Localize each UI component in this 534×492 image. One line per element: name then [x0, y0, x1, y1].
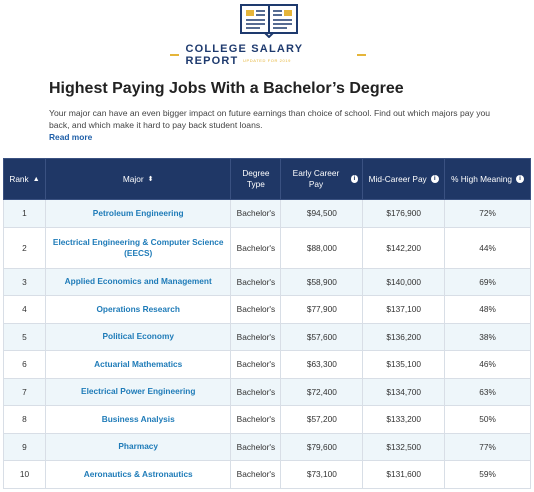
- major-link[interactable]: Petroleum Engineering: [92, 207, 184, 218]
- mid-career-pay-cell: $176,900: [363, 200, 445, 228]
- table-header-row: [4, 159, 531, 200]
- high-meaning-cell: 48%: [445, 296, 531, 324]
- column-header-early-career-pay[interactable]: [281, 159, 363, 200]
- early-career-pay-cell: $79,600: [281, 433, 363, 461]
- sort-asc-icon: ▲: [32, 175, 40, 183]
- major-cell: [45, 406, 230, 434]
- open-book-icon: [240, 4, 298, 38]
- mid-career-pay-cell: $132,500: [363, 433, 445, 461]
- high-meaning-cell: 38%: [445, 323, 531, 351]
- mid-career-pay-cell: $135,100: [363, 351, 445, 379]
- degree-type-cell: Bachelor's: [231, 296, 281, 324]
- table-row: [4, 323, 531, 351]
- column-header-rank[interactable]: [4, 159, 46, 200]
- table-row: [4, 268, 531, 296]
- major-cell: [45, 200, 230, 228]
- major-link[interactable]: Pharmacy: [118, 441, 159, 452]
- early-career-pay-cell: $77,900: [281, 296, 363, 324]
- table-row: [4, 378, 531, 406]
- major-cell: [45, 227, 230, 268]
- rank-cell: 6: [4, 351, 46, 379]
- rank-cell: 4: [4, 296, 46, 324]
- table-row: [4, 406, 531, 434]
- major-link[interactable]: Political Economy: [102, 331, 174, 342]
- early-career-pay-cell: $57,600: [281, 323, 363, 351]
- rank-cell: 2: [4, 227, 46, 268]
- column-header-mid-career-pay[interactable]: [363, 159, 445, 200]
- info-icon[interactable]: i: [431, 175, 439, 183]
- table-row: [4, 227, 531, 268]
- table-row: [4, 351, 531, 379]
- high-meaning-cell: 46%: [445, 351, 531, 379]
- high-meaning-cell: 72%: [445, 200, 531, 228]
- high-meaning-cell: 69%: [445, 268, 531, 296]
- rank-cell: 5: [4, 323, 46, 351]
- mid-career-pay-cell: $134,700: [363, 378, 445, 406]
- major-cell: [45, 351, 230, 379]
- degree-type-cell: Bachelor's: [231, 406, 281, 434]
- early-career-pay-cell: $63,300: [281, 351, 363, 379]
- high-meaning-cell: 44%: [445, 227, 531, 268]
- early-career-pay-cell: $94,500: [281, 200, 363, 228]
- table-row: [4, 296, 531, 324]
- major-cell: [45, 268, 230, 296]
- column-header-degree-type: [231, 159, 281, 200]
- report-title-text: COLLEGE SALARY REPORT: [185, 43, 304, 67]
- info-icon[interactable]: i: [516, 175, 524, 183]
- rank-cell: 10: [4, 461, 46, 489]
- table-row: [4, 200, 531, 228]
- degree-type-cell: Bachelor's: [231, 323, 281, 351]
- early-pay-header-label: Early Career Pay: [292, 168, 340, 189]
- mid-career-pay-cell: $133,200: [363, 406, 445, 434]
- mid-career-pay-cell: $137,100: [363, 296, 445, 324]
- title-dash-right: [357, 54, 366, 56]
- major-cell: [45, 296, 230, 324]
- intro-text: Your major can have an even bigger impact on future earnings than choice of school. Find out which majors pay you back, and which make it hard to pay back student loans.: [49, 108, 491, 130]
- degree-type-cell: Bachelor's: [231, 461, 281, 489]
- column-header-major[interactable]: [45, 159, 230, 200]
- meaning-header-label: % High Meaning: [451, 173, 512, 184]
- rank-cell: 3: [4, 268, 46, 296]
- mid-career-pay-cell: $140,000: [363, 268, 445, 296]
- early-career-pay-cell: $73,100: [281, 461, 363, 489]
- major-cell: [45, 323, 230, 351]
- degree-type-cell: Bachelor's: [231, 268, 281, 296]
- degree-type-cell: Bachelor's: [231, 227, 281, 268]
- read-more-link[interactable]: Read more: [49, 132, 93, 142]
- major-link[interactable]: Actuarial Mathematics: [94, 358, 183, 369]
- info-icon[interactable]: i: [351, 175, 359, 183]
- major-cell: [45, 461, 230, 489]
- degree-type-cell: Bachelor's: [231, 200, 281, 228]
- rank-cell: 7: [4, 378, 46, 406]
- mid-career-pay-cell: $136,200: [363, 323, 445, 351]
- salary-table: [3, 158, 531, 489]
- rank-header-label: Rank: [9, 173, 29, 184]
- mid-career-pay-cell: $142,200: [363, 227, 445, 268]
- major-cell: [45, 433, 230, 461]
- degree-header-label: Degree Type: [242, 168, 270, 189]
- high-meaning-cell: 50%: [445, 406, 531, 434]
- rank-cell: 1: [4, 200, 46, 228]
- early-career-pay-cell: $72,400: [281, 378, 363, 406]
- rank-cell: 9: [4, 433, 46, 461]
- table-row: [4, 433, 531, 461]
- high-meaning-cell: 63%: [445, 378, 531, 406]
- page-title: Highest Paying Jobs With a Bachelor’s Degree: [49, 80, 404, 97]
- rank-cell: 8: [4, 406, 46, 434]
- degree-type-cell: Bachelor's: [231, 378, 281, 406]
- mid-pay-header-label: Mid-Career Pay: [368, 173, 427, 184]
- major-link[interactable]: Electrical Power Engineering: [81, 386, 196, 397]
- high-meaning-cell: 77%: [445, 433, 531, 461]
- early-career-pay-cell: $88,000: [281, 227, 363, 268]
- major-cell: [45, 378, 230, 406]
- title-dash-left: [170, 54, 179, 56]
- major-link[interactable]: Applied Economics and Management: [64, 276, 212, 287]
- report-title: [170, 43, 366, 67]
- major-link[interactable]: Aeronautics & Astronautics: [83, 468, 193, 479]
- mid-career-pay-cell: $131,600: [363, 461, 445, 489]
- major-link[interactable]: Business Analysis: [101, 413, 175, 424]
- major-link[interactable]: Operations Research: [96, 303, 180, 314]
- high-meaning-cell: 59%: [445, 461, 531, 489]
- degree-type-cell: Bachelor's: [231, 351, 281, 379]
- major-header-label: Major: [122, 173, 144, 184]
- sort-icon: ⬍: [147, 175, 154, 183]
- major-link[interactable]: Electrical Engineering & Computer Science (EECS): [52, 236, 224, 258]
- degree-type-cell: Bachelor's: [231, 433, 281, 461]
- early-career-pay-cell: $58,900: [281, 268, 363, 296]
- table-row: [4, 461, 531, 489]
- early-career-pay-cell: $57,200: [281, 406, 363, 434]
- column-header-high-meaning[interactable]: [445, 159, 531, 200]
- updated-label: UPDATED FOR 2019: [243, 58, 291, 63]
